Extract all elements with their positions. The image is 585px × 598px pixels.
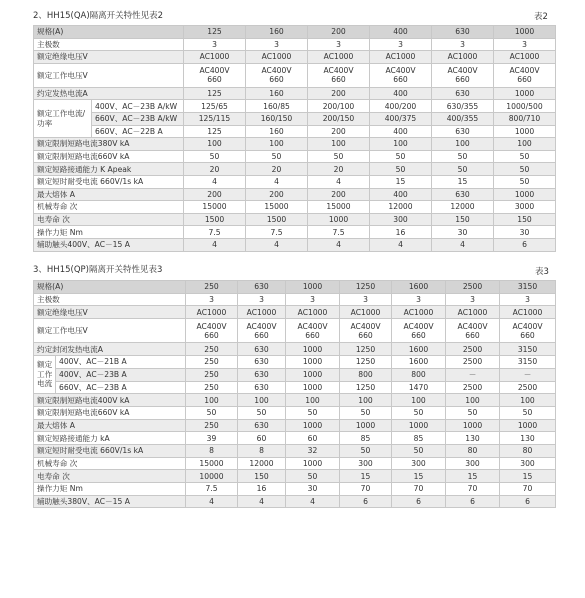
row-label-cell: 660V、AC－22B A [92, 125, 184, 138]
value-cell: AC400V 660 [186, 319, 238, 343]
value-cell: 250 [186, 356, 238, 369]
value-cell: 3 [308, 38, 370, 51]
value-cell: 100 [186, 394, 238, 407]
table-row [34, 150, 556, 163]
value-cell: 100 [446, 394, 500, 407]
value-cell: 70 [500, 483, 556, 496]
row-label-cell: 额定绝缘电压V [34, 306, 186, 319]
value-cell: 125/65 [184, 100, 246, 113]
value-cell: 3 [392, 293, 446, 306]
value-cell: 1500 [184, 213, 246, 226]
value-cell: 630 [432, 87, 494, 100]
value-cell: 10000 [186, 470, 238, 483]
value-cell: 100 [184, 138, 246, 151]
table-row [34, 356, 556, 369]
header-cell: 1000 [286, 281, 340, 294]
table-row [34, 125, 556, 138]
table-row [34, 394, 556, 407]
value-cell: AC1000 [392, 306, 446, 319]
row-label-cell: 额定短路接通能力 K Apeak [34, 163, 184, 176]
value-cell: 100 [500, 394, 556, 407]
table-row [34, 226, 556, 239]
value-cell: 1000 [308, 213, 370, 226]
value-cell: 1000 [494, 87, 556, 100]
value-cell: 6 [500, 495, 556, 508]
value-cell: 630 [238, 381, 286, 394]
value-cell: 130 [446, 432, 500, 445]
value-cell: 3 [238, 293, 286, 306]
value-cell: 50 [186, 406, 238, 419]
value-cell: 50 [238, 406, 286, 419]
table-row [34, 457, 556, 470]
value-cell: 100 [432, 138, 494, 151]
value-cell: 630 [432, 188, 494, 201]
value-cell: 15 [446, 470, 500, 483]
value-cell: 20 [308, 163, 370, 176]
value-cell: 1000 [494, 188, 556, 201]
value-cell: 80 [500, 444, 556, 457]
row-label-cell: 额定短时耐受电流 660V/1s kA [34, 175, 184, 188]
header-cell: 630 [238, 281, 286, 294]
value-cell: 150 [494, 213, 556, 226]
value-cell: 15000 [184, 201, 246, 214]
value-cell: 1000 [392, 419, 446, 432]
table-row [34, 201, 556, 214]
value-cell: 3 [286, 293, 340, 306]
value-cell: AC400V 660 [432, 63, 494, 87]
table-row [34, 38, 556, 51]
value-cell: 20 [184, 163, 246, 176]
table-row [34, 306, 556, 319]
value-cell: 200 [308, 125, 370, 138]
header-cell: 2500 [446, 281, 500, 294]
value-cell: 1000 [340, 419, 392, 432]
value-cell: 15 [340, 470, 392, 483]
value-cell: 630 [238, 368, 286, 381]
table-row [34, 138, 556, 151]
value-cell: 50 [370, 150, 432, 163]
value-cell: 200 [308, 188, 370, 201]
value-cell: 50 [246, 150, 308, 163]
value-cell: 15000 [308, 201, 370, 214]
value-cell: 50 [286, 406, 340, 419]
value-cell: 160 [246, 87, 308, 100]
value-cell: 1000 [286, 381, 340, 394]
value-cell: 8 [186, 444, 238, 457]
value-cell: 50 [370, 163, 432, 176]
value-cell: 3 [500, 293, 556, 306]
header-cell: 3150 [500, 281, 556, 294]
value-cell: 70 [340, 483, 392, 496]
value-cell: 4 [246, 175, 308, 188]
value-cell: 1250 [340, 356, 392, 369]
value-cell: 630 [238, 356, 286, 369]
table-row [34, 188, 556, 201]
value-cell: 130 [500, 432, 556, 445]
value-cell: AC400V 660 [286, 319, 340, 343]
value-cell: 150 [238, 470, 286, 483]
value-cell: 4 [246, 238, 308, 251]
row-label-cell: 主极数 [34, 293, 186, 306]
value-cell: 15 [370, 175, 432, 188]
value-cell: AC1000 [500, 306, 556, 319]
value-cell: AC1000 [184, 51, 246, 64]
value-cell: AC1000 [308, 51, 370, 64]
header-cell: 1000 [494, 26, 556, 39]
value-cell: 800 [392, 368, 446, 381]
row-label-cell: 主极数 [34, 38, 184, 51]
header-cell: 200 [308, 26, 370, 39]
group-label-cell: 额定工作电流/功率 [34, 100, 92, 138]
value-cell: AC400V 660 [500, 319, 556, 343]
row-label-cell: 辅助触头400V、AC－15 A [34, 238, 184, 251]
table3-title: 3、HH15(QP)隔离开关特性见表3 [33, 265, 163, 275]
row-label-cell: 机械寿命 次 [34, 457, 186, 470]
row-label-cell: 约定封闭发热电流A [34, 343, 186, 356]
header-cell: 规格(A) [34, 26, 184, 39]
value-cell: 4 [432, 238, 494, 251]
row-label-cell: 最大熔体 A [34, 188, 184, 201]
value-cell: 50 [392, 444, 446, 457]
table-row [34, 495, 556, 508]
value-cell: 125 [184, 87, 246, 100]
header-cell: 125 [184, 26, 246, 39]
table-row [34, 343, 556, 356]
value-cell: 160/85 [246, 100, 308, 113]
value-cell: 1000 [500, 419, 556, 432]
table-row [34, 368, 556, 381]
value-cell: 800 [340, 368, 392, 381]
value-cell: 7.5 [186, 483, 238, 496]
value-cell: 7.5 [184, 226, 246, 239]
value-cell: AC1000 [286, 306, 340, 319]
row-label-cell: 400V、AC－21B A [56, 356, 186, 369]
value-cell: 50 [340, 406, 392, 419]
value-cell: 630 [238, 419, 286, 432]
value-cell: 50 [392, 406, 446, 419]
value-cell: 4 [184, 238, 246, 251]
value-cell: 100 [392, 394, 446, 407]
value-cell: 1250 [340, 381, 392, 394]
table-row [34, 238, 556, 251]
value-cell: 2500 [446, 343, 500, 356]
value-cell: 1000 [286, 368, 340, 381]
row-label-cell: 660V、AC－23B A/kW [92, 112, 184, 125]
table3-label: 表3 [535, 267, 549, 277]
value-cell: 6 [446, 495, 500, 508]
value-cell: 1000 [494, 125, 556, 138]
value-cell: 125 [184, 125, 246, 138]
value-cell: 630 [238, 343, 286, 356]
value-cell: 50 [494, 163, 556, 176]
value-cell: 50 [432, 163, 494, 176]
value-cell: 125/115 [184, 112, 246, 125]
value-cell: 1250 [340, 343, 392, 356]
value-cell: 15000 [246, 201, 308, 214]
table-row [34, 51, 556, 64]
value-cell: 3 [340, 293, 392, 306]
row-label-cell: 400V、AC－23B A/kW [92, 100, 184, 113]
value-cell: AC400V 660 [238, 319, 286, 343]
row-label-cell: 额定限制短路电流660V kA [34, 150, 184, 163]
value-cell: 400/200 [370, 100, 432, 113]
value-cell: 4 [286, 495, 340, 508]
row-label-cell: 机械寿命 次 [34, 201, 184, 214]
value-cell: 200/150 [308, 112, 370, 125]
value-cell: 15 [500, 470, 556, 483]
value-cell: 3 [432, 38, 494, 51]
table-row [34, 112, 556, 125]
value-cell: 6 [494, 238, 556, 251]
value-cell: 3150 [500, 343, 556, 356]
value-cell: 400 [370, 125, 432, 138]
table-row [34, 175, 556, 188]
row-label-cell: 电寿命 次 [34, 470, 186, 483]
value-cell: 250 [186, 381, 238, 394]
value-cell: 50 [184, 150, 246, 163]
value-cell: 30 [494, 226, 556, 239]
value-cell: AC400V 660 [308, 63, 370, 87]
value-cell: 2500 [500, 381, 556, 394]
value-cell: 3150 [500, 356, 556, 369]
value-cell: 400/355 [432, 112, 494, 125]
value-cell: AC1000 [370, 51, 432, 64]
value-cell: 100 [238, 394, 286, 407]
value-cell: 200 [246, 188, 308, 201]
value-cell: 50 [340, 444, 392, 457]
value-cell: 100 [370, 138, 432, 151]
table-header-row [34, 26, 556, 39]
value-cell: 160/150 [246, 112, 308, 125]
value-cell: 3 [494, 38, 556, 51]
value-cell: AC1000 [432, 51, 494, 64]
value-cell: 8 [238, 444, 286, 457]
spec-table-3 [33, 280, 556, 508]
value-cell: 50 [308, 150, 370, 163]
value-cell: AC1000 [340, 306, 392, 319]
header-cell: 1600 [392, 281, 446, 294]
value-cell: 4 [370, 238, 432, 251]
value-cell: 50 [494, 150, 556, 163]
value-cell: 3 [370, 38, 432, 51]
row-label-cell: 额定绝缘电压V [34, 51, 184, 64]
value-cell: 1470 [392, 381, 446, 394]
table-row [34, 406, 556, 419]
value-cell: 2500 [446, 356, 500, 369]
table-header-row [34, 281, 556, 294]
value-cell: 200 [308, 87, 370, 100]
value-cell: AC400V 660 [340, 319, 392, 343]
row-label-cell: 约定发热电流A [34, 87, 184, 100]
table-row [34, 163, 556, 176]
value-cell: 300 [370, 213, 432, 226]
group-label-cell: 额定工作电流 [34, 356, 56, 394]
value-cell: 85 [392, 432, 446, 445]
value-cell: 100 [286, 394, 340, 407]
value-cell: AC400V 660 [184, 63, 246, 87]
value-cell: 4 [308, 175, 370, 188]
value-cell: 80 [446, 444, 500, 457]
table-row [34, 293, 556, 306]
value-cell: 100 [494, 138, 556, 151]
value-cell: 32 [286, 444, 340, 457]
table2-title: 2、HH15(QA)隔离开关特性见表2 [33, 11, 164, 21]
value-cell: 1000 [446, 419, 500, 432]
value-cell: 1000/500 [494, 100, 556, 113]
value-cell: 250 [186, 419, 238, 432]
row-label-cell: 额定短路接通能力 kA [34, 432, 186, 445]
value-cell: 12000 [238, 457, 286, 470]
value-cell: 12000 [432, 201, 494, 214]
value-cell: 12000 [370, 201, 432, 214]
value-cell: AC1000 [446, 306, 500, 319]
value-cell: 3000 [494, 201, 556, 214]
value-cell: 100 [308, 138, 370, 151]
table-row [34, 381, 556, 394]
row-label-cell: 额定限制短路电流660V kA [34, 406, 186, 419]
value-cell: 1600 [392, 356, 446, 369]
value-cell: 20 [246, 163, 308, 176]
value-cell: 3 [184, 38, 246, 51]
value-cell: 16 [370, 226, 432, 239]
value-cell: 16 [238, 483, 286, 496]
value-cell: 50 [500, 406, 556, 419]
table-row [34, 419, 556, 432]
value-cell: 3 [186, 293, 238, 306]
value-cell: 85 [340, 432, 392, 445]
header-cell: 规格(A) [34, 281, 186, 294]
value-cell: 1000 [286, 356, 340, 369]
value-cell: 1600 [392, 343, 446, 356]
value-cell: 50 [286, 470, 340, 483]
row-label-cell: 操作力矩 Nm [34, 226, 184, 239]
row-label-cell: 额定工作电压V [34, 319, 186, 343]
row-label-cell: 额定限制短路电流400V kA [34, 394, 186, 407]
table2-label: 表2 [534, 12, 548, 22]
value-cell: 300 [340, 457, 392, 470]
value-cell: AC400V 660 [446, 319, 500, 343]
value-cell: 7.5 [246, 226, 308, 239]
table-row [34, 483, 556, 496]
value-cell: 1000 [286, 419, 340, 432]
value-cell: 200/100 [308, 100, 370, 113]
value-cell: 6 [392, 495, 446, 508]
row-label-cell: 额定短时耐受电流 660V/1s kA [34, 444, 186, 457]
table-row [34, 100, 556, 113]
value-cell: 70 [446, 483, 500, 496]
value-cell: 60 [286, 432, 340, 445]
value-cell: 60 [238, 432, 286, 445]
value-cell: 6 [340, 495, 392, 508]
value-cell: 630/355 [432, 100, 494, 113]
value-cell: 630 [432, 125, 494, 138]
value-cell: 1500 [246, 213, 308, 226]
table-row [34, 319, 556, 343]
value-cell: 3 [446, 293, 500, 306]
value-cell: 100 [246, 138, 308, 151]
value-cell: 250 [186, 368, 238, 381]
value-cell: 15 [432, 175, 494, 188]
value-cell: 30 [432, 226, 494, 239]
value-cell: 1000 [286, 457, 340, 470]
value-cell: AC400V 660 [370, 63, 432, 87]
value-cell: 50 [494, 175, 556, 188]
value-cell: 30 [286, 483, 340, 496]
table-row [34, 87, 556, 100]
value-cell: 200 [184, 188, 246, 201]
value-cell: 3 [246, 38, 308, 51]
value-cell: AC1000 [186, 306, 238, 319]
value-cell: 4 [184, 175, 246, 188]
table-row [34, 63, 556, 87]
value-cell: AC1000 [246, 51, 308, 64]
value-cell: 50 [446, 406, 500, 419]
row-label-cell: 操作力矩 Nm [34, 483, 186, 496]
row-label-cell: 额定限制短路电流380V kA [34, 138, 184, 151]
value-cell: 300 [392, 457, 446, 470]
header-cell: 160 [246, 26, 308, 39]
header-cell: 400 [370, 26, 432, 39]
row-label-cell: 660V、AC－23B A [56, 381, 186, 394]
value-cell: 4 [186, 495, 238, 508]
value-cell: 15 [392, 470, 446, 483]
row-label-cell: 额定工作电压V [34, 63, 184, 87]
row-label-cell: 辅助触头380V、AC－15 A [34, 495, 186, 508]
value-cell: 250 [186, 343, 238, 356]
row-label-cell: 400V、AC－23B A [56, 368, 186, 381]
value-cell: AC400V 660 [494, 63, 556, 87]
value-cell: 7.5 [308, 226, 370, 239]
value-cell: 300 [446, 457, 500, 470]
table-row [34, 213, 556, 226]
row-label-cell: 最大熔体 A [34, 419, 186, 432]
table-row [34, 444, 556, 457]
header-cell: 630 [432, 26, 494, 39]
value-cell: 39 [186, 432, 238, 445]
value-cell: 100 [340, 394, 392, 407]
value-cell: 50 [432, 150, 494, 163]
header-cell: 250 [186, 281, 238, 294]
value-cell: 15000 [186, 457, 238, 470]
value-cell: 4 [308, 238, 370, 251]
value-cell: 1000 [286, 343, 340, 356]
spec-table-2 [33, 25, 556, 252]
value-cell: 400 [370, 87, 432, 100]
value-cell: 150 [432, 213, 494, 226]
value-cell: AC1000 [494, 51, 556, 64]
value-cell: AC400V 660 [392, 319, 446, 343]
value-cell: AC1000 [238, 306, 286, 319]
row-label-cell: 电寿命 次 [34, 213, 184, 226]
value-cell: 70 [392, 483, 446, 496]
value-cell: 400/375 [370, 112, 432, 125]
table-row [34, 432, 556, 445]
value-cell: AC400V 660 [246, 63, 308, 87]
value-cell: 800/710 [494, 112, 556, 125]
value-cell: 400 [370, 188, 432, 201]
table-row [34, 470, 556, 483]
value-cell: － [500, 368, 556, 381]
value-cell: － [446, 368, 500, 381]
value-cell: 300 [500, 457, 556, 470]
value-cell: 4 [238, 495, 286, 508]
header-cell: 1250 [340, 281, 392, 294]
value-cell: 2500 [446, 381, 500, 394]
value-cell: 160 [246, 125, 308, 138]
